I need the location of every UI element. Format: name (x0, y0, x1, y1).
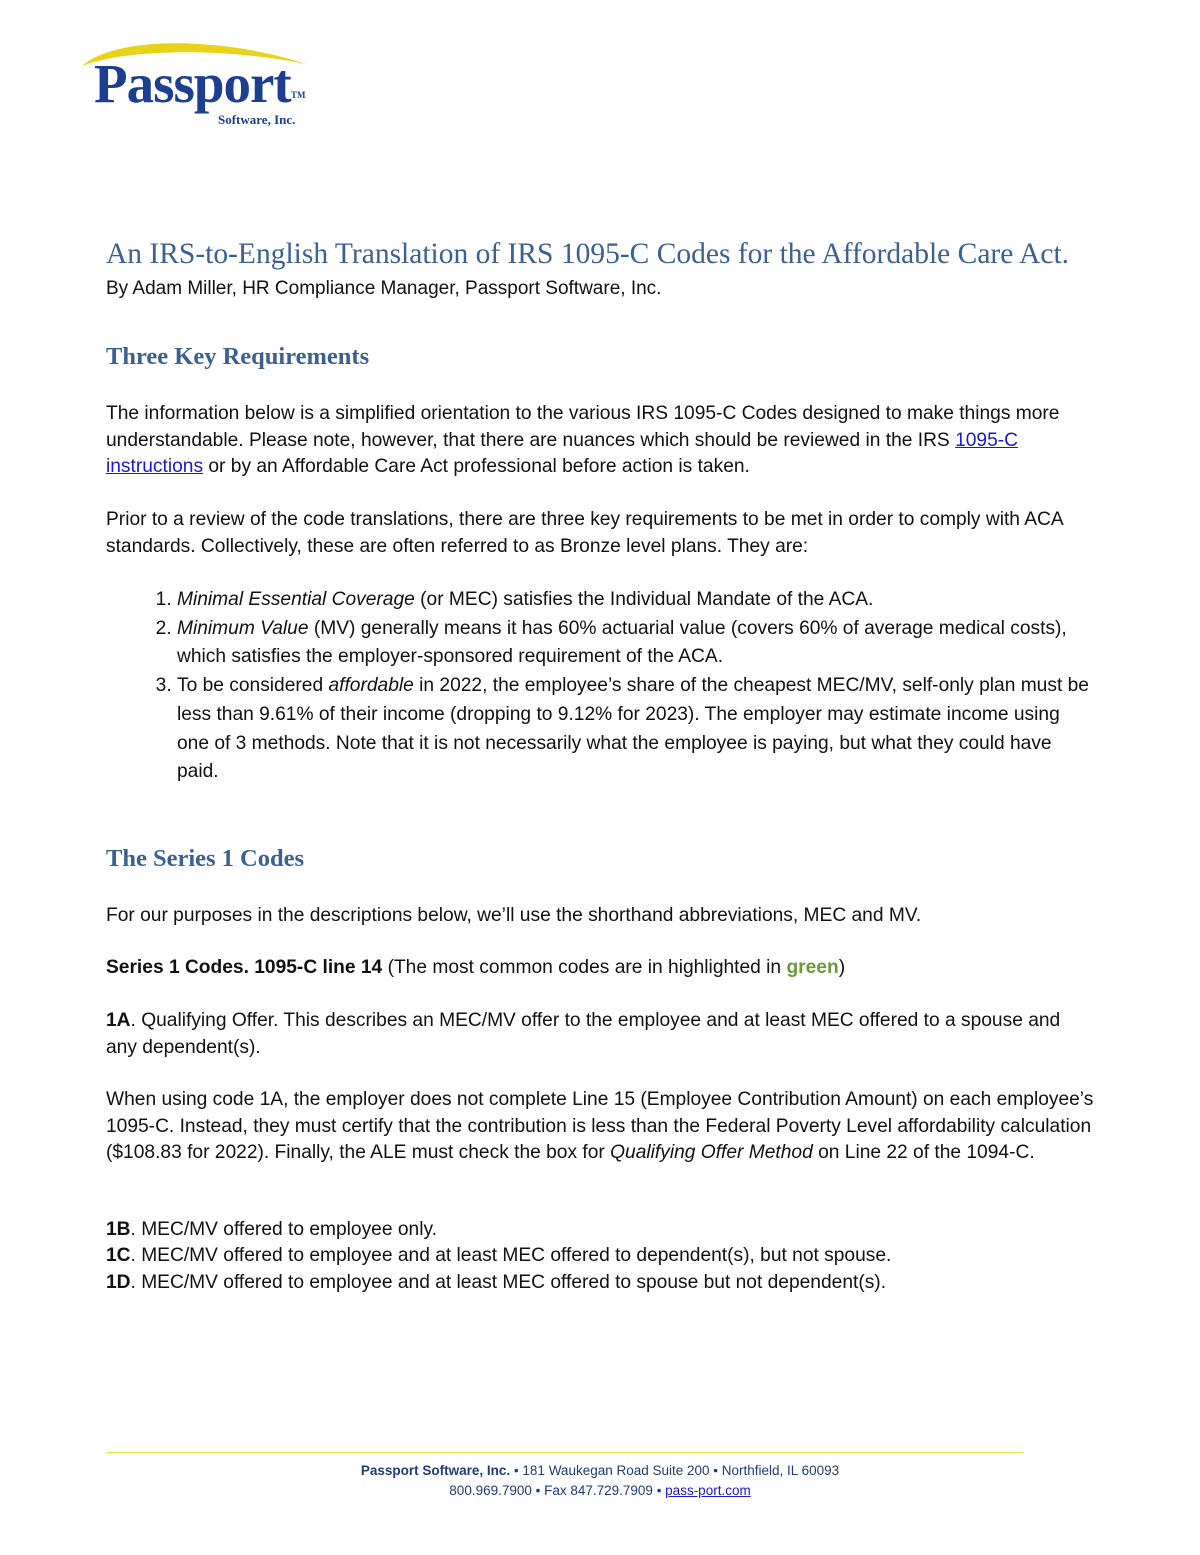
passport-logo (78, 38, 318, 133)
paragraph-text: When using code 1A, the employer does not complete Line 15 (Employee Contribution Amount) on each employee’s 1095-C. Instead, they must certify that the contribution is less than the Federal Poverty Level affordability calculation ($108.83 for 2022). Finally, the ALE must check the box for (106, 1089, 1094, 1163)
code-label: 1D (106, 1272, 131, 1293)
section-heading-key-requirements: Three Key Requirements (106, 343, 370, 370)
logo-subtitle: Software, Inc. (218, 112, 296, 127)
requirements-paragraph: Prior to a review of the code translations, there are three key requirements to be met in order to comply with ACA standards. Collectively, these are often referred to as Bronze level plans. They are: (106, 509, 1063, 557)
code-1a-paragraph (106, 1087, 1096, 1167)
code-text: . MEC/MV offered to employee only. (130, 1219, 437, 1240)
section-heading-series-1: The Series 1 Codes (106, 845, 305, 872)
item-term: Minimal Essential Coverage (177, 589, 415, 610)
paragraph-emphasis: Qualifying Offer Method (610, 1142, 813, 1163)
footer-company: Passport Software, Inc. (360, 1463, 511, 1478)
item-term: Minimum Value (177, 617, 309, 639)
codes-label-text: (The most common codes are in highlighted in (382, 957, 787, 978)
item-prefix: To be considered (177, 675, 329, 697)
paragraph-text-end: on Line 22 of the 1094-C. (812, 1142, 1035, 1163)
code-text: . MEC/MV offered to employee and at least MEC offered to dependent(s), but not spouse. (130, 1245, 892, 1266)
code-line-1d (106, 1272, 886, 1294)
footer-address-line (0, 1461, 1200, 1481)
instructions-link[interactable]: 1095-C instructions (106, 429, 1018, 477)
logo-trademark: TM (291, 90, 306, 100)
series-codes-label (106, 955, 1096, 982)
series-intro: For our purposes in the descriptions below, we’ll use the shorthand abbreviations, MEC and MV. (106, 905, 922, 926)
list-item (177, 586, 1096, 615)
footer-address: • 181 Waukegan Road Suite 200 • Northfield, IL 60093 (510, 1463, 840, 1478)
document-title: An IRS-to-English Translation of IRS 1095-C Codes for the Affordable Care Act. (106, 238, 1070, 270)
code-line-1c (106, 1245, 891, 1267)
item-text: in 2022, the employee’s share of the cheapest MEC/MV, self-only plan must be less than 9.61% of their income (dropping to 9.12% for 2023). The employer may estimate income using one of 3 methods. Note that it is not necessarily what the employee is paying, but what they could have paid. (177, 675, 1089, 783)
logo-wordmark: Passport (94, 53, 291, 114)
requirements-list (106, 586, 1096, 787)
codes-label-bold: Series 1 Codes. 1095-C line 14 (106, 957, 383, 978)
code-1a-description (106, 1008, 1096, 1061)
list-item (177, 672, 1096, 787)
footer-phone-fax: 800.969.7900 • Fax 847.729.7909 • (449, 1483, 666, 1498)
footer (0, 1461, 1200, 1501)
green-highlight-word: green (786, 957, 839, 978)
byline: By Adam Miller, HR Compliance Manager, Passport Software, Inc. (106, 278, 662, 299)
footer-divider (106, 1452, 1024, 1453)
item-text: (MV) generally means it has 60% actuarial value (covers 60% of average medical costs), which satisfies the employer-sponsored requirement of the ACA. (177, 617, 1067, 668)
list-item (177, 615, 1096, 672)
item-text: (or MEC) satisfies the Individual Mandate of the ACA. (414, 589, 874, 610)
footer-website-link[interactable]: pass-port.com (665, 1483, 751, 1498)
code-text: . MEC/MV offered to employee and at least MEC offered to spouse but not dependent(s). (130, 1272, 887, 1293)
code-label: 1C (106, 1245, 131, 1266)
code-label: 1B (106, 1219, 131, 1240)
intro-text: The information below is a simplified orientation to the various IRS 1095-C Codes designed to make things more understandable. Please note, however, that there are nuances which should be reviewed in the IRS (106, 403, 1060, 451)
item-term: affordable (328, 675, 414, 697)
footer-contact-line (0, 1481, 1200, 1501)
code-text: . Qualifying Offer. This describes an MEC/MV offer to the employee and at least MEC offered to a spouse and any dependent(s). (106, 1010, 1061, 1058)
codes-label-end: ) (838, 957, 846, 978)
code-line-1b (106, 1219, 437, 1241)
intro-paragraph (106, 401, 1096, 481)
code-label: 1A (106, 1010, 131, 1031)
intro-text-end: or by an Affordable Care Act professional before action is taken. (203, 456, 750, 477)
